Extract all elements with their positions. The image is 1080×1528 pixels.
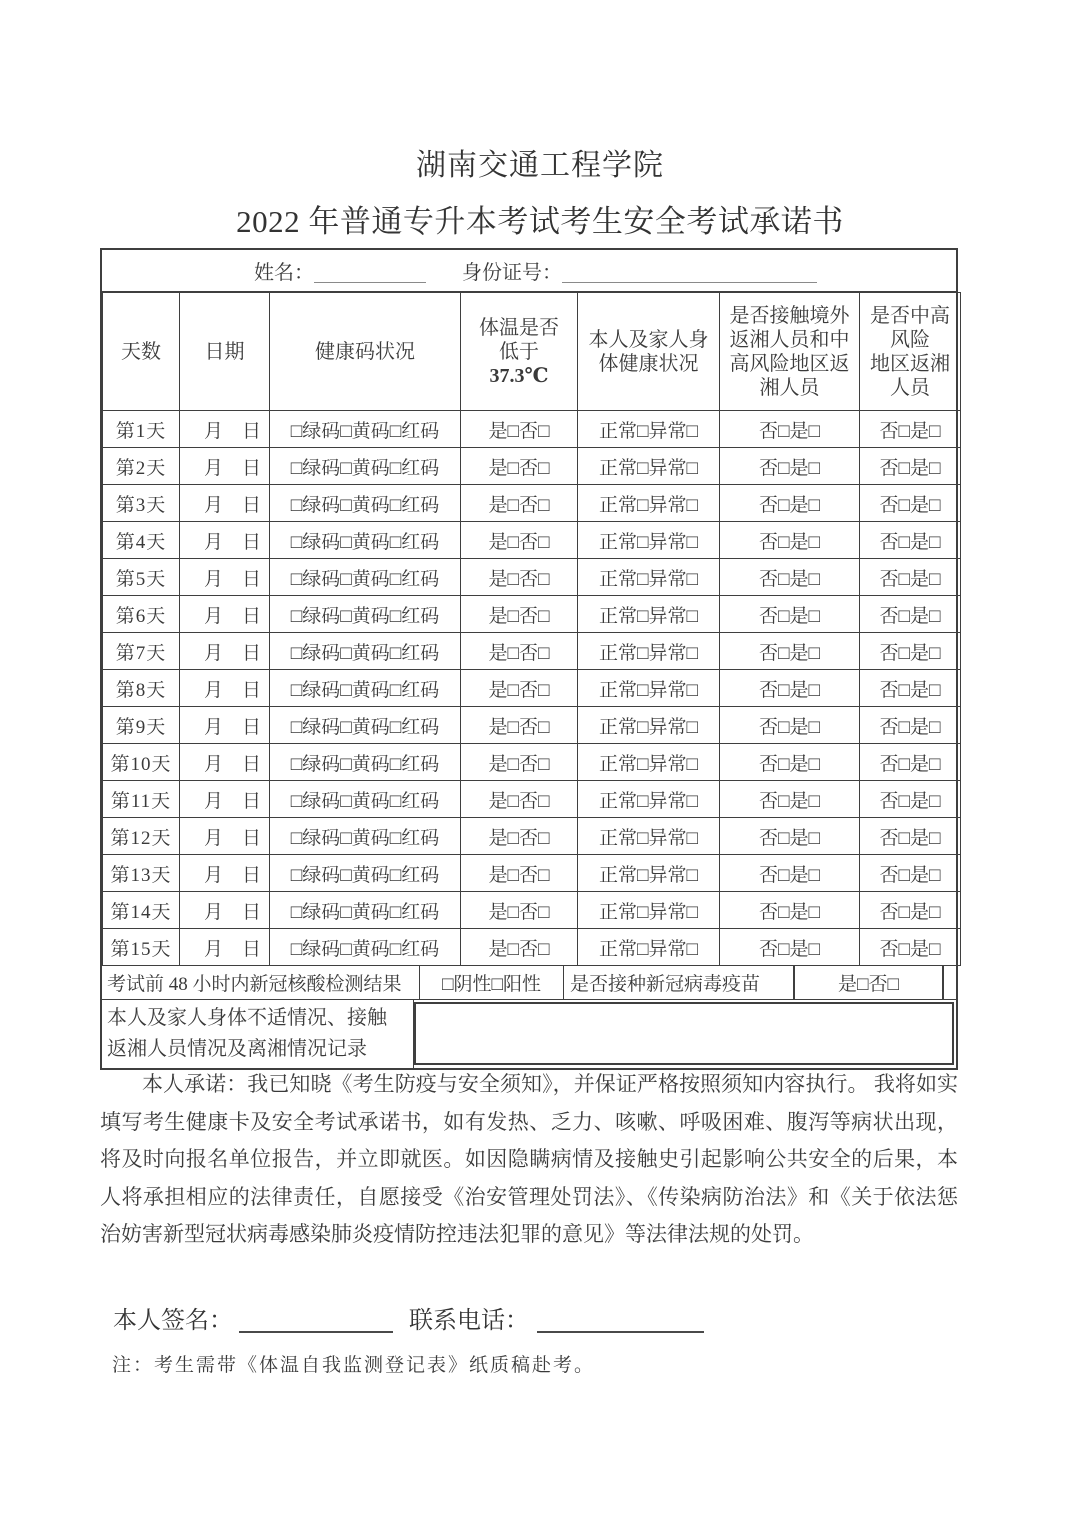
- date-fill-cell[interactable]: [180, 781, 270, 818]
- month-label: 月: [204, 642, 224, 664]
- risk-area-checkboxes[interactable]: 否□是□: [860, 855, 961, 892]
- table-row: [103, 744, 961, 781]
- table-row: [103, 485, 961, 522]
- day-label-cell: 第2天: [103, 448, 180, 485]
- risk-area-checkboxes[interactable]: 否□是□: [860, 522, 961, 559]
- day-label-cell: 第7天: [103, 633, 180, 670]
- health-status-checkboxes[interactable]: 正常□异常□: [578, 707, 720, 744]
- health-code-checkboxes[interactable]: □绿码□黄码□红码: [270, 559, 461, 596]
- date-fill-cell[interactable]: [180, 633, 270, 670]
- contact-checkboxes[interactable]: 否□是□: [720, 707, 860, 744]
- contact-checkboxes[interactable]: 否□是□: [720, 892, 860, 929]
- day-label: 日: [241, 938, 261, 960]
- day-label-cell: 第14天: [103, 892, 180, 929]
- risk-area-checkboxes[interactable]: 否□是□: [860, 929, 961, 966]
- date-fill-cell[interactable]: [180, 411, 270, 448]
- name-label: 姓名：: [254, 262, 314, 284]
- nucleic-acid-result-checkboxes[interactable]: □阴性□阳性: [420, 966, 564, 999]
- contact-checkboxes[interactable]: 否□是□: [720, 596, 860, 633]
- temperature-checkboxes[interactable]: 是□否□: [461, 892, 578, 929]
- temperature-checkboxes[interactable]: 是□否□: [461, 855, 578, 892]
- nucleic-acid-row: [102, 966, 956, 1000]
- temperature-checkboxes[interactable]: 是□否□: [461, 448, 578, 485]
- health-code-checkboxes[interactable]: □绿码□黄码□红码: [270, 707, 461, 744]
- health-status-checkboxes[interactable]: 正常□异常□: [578, 781, 720, 818]
- contact-checkboxes[interactable]: 否□是□: [720, 522, 860, 559]
- day-label-cell: 第15天: [103, 929, 180, 966]
- table-row: [103, 707, 961, 744]
- temperature-checkboxes[interactable]: 是□否□: [461, 818, 578, 855]
- day-label: 日: [241, 790, 261, 812]
- health-code-checkboxes[interactable]: □绿码□黄码□红码: [270, 485, 461, 522]
- risk-area-checkboxes[interactable]: 否□是□: [860, 596, 961, 633]
- health-status-checkboxes[interactable]: 正常□异常□: [578, 744, 720, 781]
- health-status-checkboxes[interactable]: 正常□异常□: [578, 670, 720, 707]
- month-label: 月: [204, 716, 224, 738]
- day-label-cell: 第5天: [103, 559, 180, 596]
- table-row: [103, 892, 961, 929]
- health-status-checkboxes[interactable]: 正常□异常□: [578, 892, 720, 929]
- contact-checkboxes[interactable]: 否□是□: [720, 559, 860, 596]
- health-code-checkboxes[interactable]: □绿码□黄码□红码: [270, 448, 461, 485]
- day-label: 日: [241, 494, 261, 516]
- table-row: [103, 855, 961, 892]
- date-fill-cell[interactable]: [180, 448, 270, 485]
- day-label: 日: [241, 568, 261, 590]
- month-label: 月: [204, 753, 224, 775]
- date-fill-cell[interactable]: [180, 892, 270, 929]
- nucleic-acid-label: 考试前 48 小时内新冠核酸检测结果: [102, 966, 420, 999]
- month-label: 月: [204, 568, 224, 590]
- day-label-cell: 第11天: [103, 781, 180, 818]
- contact-checkboxes[interactable]: 否□是□: [720, 633, 860, 670]
- day-label-cell: 第3天: [103, 485, 180, 522]
- day-label: 日: [241, 716, 261, 738]
- day-label: 日: [241, 827, 261, 849]
- nucleic-acid-row-filler: [944, 966, 956, 999]
- date-fill-cell[interactable]: [180, 818, 270, 855]
- vaccine-label: 是否接种新冠病毒疫苗: [564, 966, 795, 999]
- day-label: 日: [241, 864, 261, 886]
- day-label-cell: 第1天: [103, 411, 180, 448]
- table-row: [103, 411, 961, 448]
- date-fill-cell[interactable]: [180, 707, 270, 744]
- table-row: [103, 522, 961, 559]
- day-label: 日: [241, 753, 261, 775]
- table-row: [103, 781, 961, 818]
- day-label-cell: 第10天: [103, 744, 180, 781]
- health-code-checkboxes[interactable]: □绿码□黄码□红码: [270, 855, 461, 892]
- col-header-contact: 是否接触境外 返湘人员和中 高风险地区返 湘人员: [720, 293, 860, 411]
- contact-checkboxes[interactable]: 否□是□: [720, 781, 860, 818]
- phone-label: 联系电话：: [409, 1308, 529, 1334]
- contact-checkboxes[interactable]: 否□是□: [720, 818, 860, 855]
- contact-checkboxes[interactable]: 否□是□: [720, 670, 860, 707]
- col-header-date: 日期: [180, 293, 270, 411]
- day-label: 日: [241, 901, 261, 923]
- month-label: 月: [204, 864, 224, 886]
- page-title: 湖南交通工程学院: [416, 149, 664, 182]
- col-header-days: 天数: [103, 293, 180, 411]
- table-row: [103, 929, 961, 966]
- month-label: 月: [204, 494, 224, 516]
- table-row: [103, 559, 961, 596]
- signature-label: 本人签名：: [113, 1308, 233, 1334]
- health-code-checkboxes[interactable]: □绿码□黄码□红码: [270, 522, 461, 559]
- temperature-checkboxes[interactable]: 是□否□: [461, 929, 578, 966]
- risk-area-checkboxes[interactable]: 否□是□: [860, 818, 961, 855]
- col-header-family-health: 本人及家人身 体健康状况: [578, 293, 720, 411]
- health-status-checkboxes[interactable]: 正常□异常□: [578, 411, 720, 448]
- temperature-checkboxes[interactable]: 是□否□: [461, 633, 578, 670]
- health-code-checkboxes[interactable]: □绿码□黄码□红码: [270, 744, 461, 781]
- temperature-checkboxes[interactable]: 是□否□: [461, 559, 578, 596]
- contact-checkboxes[interactable]: 否□是□: [720, 448, 860, 485]
- health-code-checkboxes[interactable]: □绿码□黄码□红码: [270, 818, 461, 855]
- temperature-checkboxes[interactable]: 是□否□: [461, 522, 578, 559]
- footnote: 注：考生需带《体温自我监测登记表》纸质稿赴考。: [112, 1355, 596, 1376]
- phone-input-blank[interactable]: [537, 1305, 704, 1333]
- month-label: 月: [204, 938, 224, 960]
- day-label-cell: 第6天: [103, 596, 180, 633]
- col-header-risk-area: 是否中高 风险 地区返湘 人员: [860, 293, 961, 411]
- date-fill-cell[interactable]: [180, 744, 270, 781]
- col-header-temperature: 体温是否 低于 37.3℃: [461, 293, 578, 411]
- risk-area-checkboxes[interactable]: 否□是□: [860, 781, 961, 818]
- health-status-checkboxes[interactable]: 正常□异常□: [578, 559, 720, 596]
- risk-area-checkboxes[interactable]: 否□是□: [860, 670, 961, 707]
- date-fill-cell[interactable]: [180, 670, 270, 707]
- day-label: 日: [241, 420, 261, 442]
- health-status-checkboxes[interactable]: 正常□异常□: [578, 818, 720, 855]
- health-code-checkboxes[interactable]: □绿码□黄码□红码: [270, 670, 461, 707]
- signature-input-blank[interactable]: [239, 1305, 393, 1333]
- health-tracking-table: [102, 292, 961, 966]
- contact-checkboxes[interactable]: 否□是□: [720, 411, 860, 448]
- health-code-checkboxes[interactable]: □绿码□黄码□红码: [270, 892, 461, 929]
- health-status-checkboxes[interactable]: 正常□异常□: [578, 522, 720, 559]
- health-status-checkboxes[interactable]: 正常□异常□: [578, 855, 720, 892]
- month-label: 月: [204, 457, 224, 479]
- table-row: [103, 448, 961, 485]
- temperature-checkboxes[interactable]: 是□否□: [461, 781, 578, 818]
- signature-row: [113, 1300, 704, 1335]
- record-label: 本人及家人身体不适情况、接触返湘人员情况及离湘情况记录: [102, 1000, 414, 1068]
- health-status-checkboxes[interactable]: 正常□异常□: [578, 596, 720, 633]
- month-label: 月: [204, 901, 224, 923]
- month-label: 月: [204, 420, 224, 442]
- temperature-checkboxes[interactable]: 是□否□: [461, 707, 578, 744]
- day-label-cell: 第8天: [103, 670, 180, 707]
- month-label: 月: [204, 679, 224, 701]
- date-fill-cell[interactable]: [180, 596, 270, 633]
- health-code-checkboxes[interactable]: □绿码□黄码□红码: [270, 596, 461, 633]
- temperature-checkboxes[interactable]: 是□否□: [461, 670, 578, 707]
- record-row: [102, 1000, 956, 1068]
- date-fill-cell[interactable]: [180, 485, 270, 522]
- health-status-checkboxes[interactable]: 正常□异常□: [578, 929, 720, 966]
- table-row: [103, 596, 961, 633]
- risk-area-checkboxes[interactable]: 否□是□: [860, 559, 961, 596]
- name-id-row: [102, 250, 956, 292]
- risk-area-checkboxes[interactable]: 否□是□: [860, 707, 961, 744]
- commitment-form-table: [100, 248, 958, 1070]
- month-label: 月: [204, 605, 224, 627]
- contact-checkboxes[interactable]: 否□是□: [720, 929, 860, 966]
- vaccine-checkboxes[interactable]: 是□否□: [795, 966, 944, 999]
- risk-area-checkboxes[interactable]: 否□是□: [860, 744, 961, 781]
- contact-checkboxes[interactable]: 否□是□: [720, 855, 860, 892]
- health-code-checkboxes[interactable]: □绿码□黄码□红码: [270, 633, 461, 670]
- id-label: 身份证号：: [462, 262, 562, 284]
- col-header-health-code: 健康码状况: [270, 293, 461, 411]
- table-row: [103, 670, 961, 707]
- contact-checkboxes[interactable]: 否□是□: [720, 744, 860, 781]
- day-label: 日: [241, 457, 261, 479]
- day-label-cell: 第4天: [103, 522, 180, 559]
- contact-checkboxes[interactable]: 否□是□: [720, 485, 860, 522]
- risk-area-checkboxes[interactable]: 否□是□: [860, 448, 961, 485]
- record-input-area[interactable]: [414, 1002, 954, 1065]
- risk-area-checkboxes[interactable]: 否□是□: [860, 633, 961, 670]
- month-label: 月: [204, 790, 224, 812]
- table-header-row: [103, 293, 961, 411]
- risk-area-checkboxes[interactable]: 否□是□: [860, 411, 961, 448]
- temperature-checkboxes[interactable]: 是□否□: [461, 596, 578, 633]
- declaration-paragraph: 本人承诺：我已知晓《考生防疫与安全须知》，并保证严格按照须知内容执行。 我将如实填写考生健康卡及安全考试承诺书，如有发热、乏力、咳嗽、呼吸困难、腹泻等病状出现，将及时向报名单位报告，并立即就医。如因隐瞒病情及接触史引起影响公共安全的后果，本人将承担相应的法律责任，自愿接受《治安管理处罚法》、《传染病防治法》和《关于依法惩治妨害新型冠状病毒感染肺炎疫情防控违法犯罪的意见》等法律法规的处罚。: [100, 1072, 958, 1246]
- health-code-checkboxes[interactable]: □绿码□黄码□红码: [270, 411, 461, 448]
- temperature-checkboxes[interactable]: 是□否□: [461, 411, 578, 448]
- day-label-cell: 第13天: [103, 855, 180, 892]
- page-subtitle: 2022 年普通专升本考试考生安全考试承诺书: [236, 204, 844, 239]
- day-label: 日: [241, 679, 261, 701]
- health-status-checkboxes[interactable]: 正常□异常□: [578, 485, 720, 522]
- health-status-checkboxes[interactable]: 正常□异常□: [578, 448, 720, 485]
- temperature-threshold: 37.3℃: [489, 364, 549, 387]
- risk-area-checkboxes[interactable]: 否□是□: [860, 892, 961, 929]
- day-label-cell: 第9天: [103, 707, 180, 744]
- month-label: 月: [204, 531, 224, 553]
- table-row: [103, 633, 961, 670]
- day-label: 日: [241, 605, 261, 627]
- date-fill-cell[interactable]: [180, 559, 270, 596]
- health-code-checkboxes[interactable]: □绿码□黄码□红码: [270, 781, 461, 818]
- temperature-checkboxes[interactable]: 是□否□: [461, 744, 578, 781]
- table-row: [103, 818, 961, 855]
- month-label: 月: [204, 827, 224, 849]
- date-fill-cell[interactable]: [180, 855, 270, 892]
- temperature-checkboxes[interactable]: 是□否□: [461, 485, 578, 522]
- day-label-cell: 第12天: [103, 818, 180, 855]
- day-label: 日: [241, 642, 261, 664]
- health-status-checkboxes[interactable]: 正常□异常□: [578, 633, 720, 670]
- date-fill-cell[interactable]: [180, 929, 270, 966]
- health-code-checkboxes[interactable]: □绿码□黄码□红码: [270, 929, 461, 966]
- risk-area-checkboxes[interactable]: 否□是□: [860, 485, 961, 522]
- name-input-blank[interactable]: [314, 259, 426, 283]
- day-label: 日: [241, 531, 261, 553]
- date-fill-cell[interactable]: [180, 522, 270, 559]
- id-input-blank[interactable]: [562, 259, 817, 283]
